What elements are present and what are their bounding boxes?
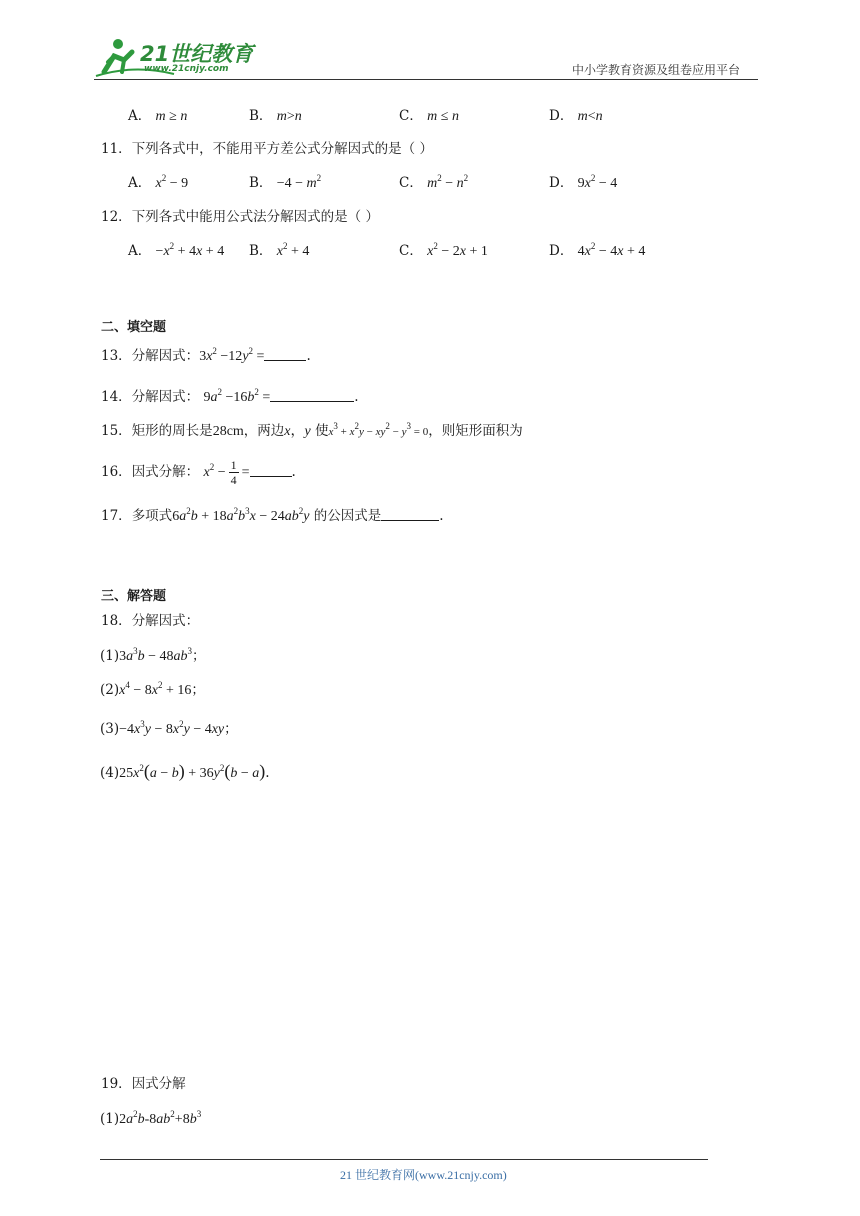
question-number: 13． [101, 348, 132, 364]
question-text: 分解因式： [131, 613, 200, 629]
q18-stem [101, 612, 199, 630]
option-label: A． [128, 243, 152, 259]
part-math: $-4x^3y - 8x^2y - 4xy$ [119, 719, 225, 737]
footer-rule [100, 1159, 708, 1160]
option-math: $x^2 - 9$ [155, 173, 189, 191]
part-label: (2) [100, 682, 120, 698]
option-label: B． [249, 175, 273, 191]
q15-perimeter: 28cm [212, 424, 244, 439]
q12-option-a [128, 242, 224, 261]
option-math: $-x^2 + 4x + 4$ [155, 241, 225, 259]
option-math: $4x^2 - 4x + 4$ [577, 241, 646, 259]
question-text: 的公因式是 [313, 508, 382, 524]
answer-blank[interactable] [250, 464, 292, 477]
question-text: 因式分解 [131, 1076, 186, 1092]
logo-title: 21世纪教育 [140, 42, 254, 66]
question-number: 14． [101, 389, 132, 405]
q13: 13．分解因式：$3x^2 -12y^2$ = . [101, 346, 311, 364]
part-label: (4) [100, 765, 120, 781]
q11-option-b [249, 174, 321, 193]
section-fill-in-title: 二、填空题 [101, 320, 167, 335]
option-label: C． [399, 175, 423, 191]
question-number: 12． [101, 209, 132, 225]
q18-part-3: $(3)-4x^3y - 8x^2y - 4xy$； [100, 719, 238, 737]
question-text: 分解因式： [131, 348, 200, 364]
q15-equation: $x^3 + x^2y - xy^2 - y^3 = 0$ [328, 421, 429, 438]
question-number: 18． [101, 613, 132, 629]
question-text: 因式分解： [131, 464, 200, 480]
option-math: m ≥ n [155, 109, 188, 124]
logo-url: www.21cnjy.com [144, 64, 229, 74]
question-text: 分解因式： [131, 389, 200, 405]
q17: 17．多项式$6a^2b + 18a^2b^3x - 24ab^2y$ 的公因式是 . [101, 506, 444, 524]
q10-option-c [399, 107, 459, 126]
answer-blank[interactable] [381, 508, 439, 521]
q19-part-1 [100, 1110, 201, 1129]
q19-stem [101, 1075, 186, 1093]
header-platform-text: 中小学教育资源及组卷应用平台 [572, 63, 741, 77]
option-math: $x^2 + 4$ [276, 241, 310, 259]
question-text: 使 [315, 423, 329, 439]
option-label: D． [549, 108, 574, 124]
question-text: 矩形的周长是 [131, 423, 213, 439]
option-math: $x^2 - 2x + 1$ [427, 241, 488, 259]
q17-math: $6a^2b + 18a^2b^3x - 24ab^2y$ [172, 506, 310, 524]
part-math: $3a^3b - 48ab^3$ [119, 646, 193, 664]
part-label: (1) [100, 1111, 120, 1127]
option-label: B． [249, 108, 273, 124]
part-math: $x^4 - 8x^2 + 16$ [119, 680, 192, 698]
footer-text: 21 世纪教育网(www.21cnjy.com) [340, 1168, 507, 1182]
q18-part-1: $(1)3a^3b - 48ab^3$； [100, 646, 206, 664]
option-label: A． [128, 108, 152, 124]
option-math: $m^2 - n^2$ [427, 173, 469, 191]
q12-option-b [249, 242, 309, 261]
part-label: (3) [100, 721, 120, 737]
q14-math: $9a^2 -16b^2$ = [203, 387, 271, 405]
q15-vars: x，y [284, 424, 311, 439]
q12-option-d [549, 242, 645, 261]
option-math: m>n [276, 109, 302, 124]
q11-stem [101, 140, 433, 158]
question-text: ，则矩形面积为 [428, 423, 523, 439]
header-rule [94, 79, 758, 80]
q11-option-d [549, 174, 617, 193]
question-text: 多项式 [131, 508, 173, 524]
section-answer-title: 三、解答题 [101, 589, 167, 604]
part-math: $25x^2(a - b) + 36y^2(b - a)$ [119, 761, 266, 781]
answer-blank[interactable] [270, 389, 354, 402]
option-math: m<n [577, 109, 603, 124]
option-math: m ≤ n [427, 109, 459, 124]
question-text: 下列各式中，不能用平方差公式分解因式的是（ ） [131, 141, 433, 157]
question-text: 下列各式中能用公式法分解因式的是（ ） [131, 209, 379, 225]
q15 [101, 422, 523, 441]
q18-part-2: $(2)x^4 - 8x^2 + 16$； [100, 680, 205, 698]
question-number: 17． [101, 508, 132, 524]
question-number: 11． [101, 141, 132, 157]
part-math: $2a^2b-8ab^2+8b^3$ [119, 1109, 202, 1127]
option-label: D． [549, 175, 574, 191]
q10-option-d [549, 107, 603, 126]
question-number: 16． [101, 464, 132, 480]
q11-option-c [399, 174, 468, 193]
question-number: 15． [101, 423, 132, 439]
answer-blank[interactable] [264, 348, 306, 361]
q10-option-b [249, 107, 302, 126]
option-label: C． [399, 243, 423, 259]
q13-math: $3x^2 -12y^2$ = [199, 346, 265, 364]
q11-option-a [128, 174, 188, 193]
q12-stem [101, 208, 379, 226]
question-number: 19． [101, 1076, 132, 1092]
q10-option-a [128, 107, 187, 126]
option-label: A． [128, 175, 152, 191]
q16: 16．因式分解： $x^2$ − $\frac{1}{4}$ = . [101, 458, 296, 488]
header-logo [94, 34, 264, 80]
question-text: ，两边 [243, 423, 285, 439]
option-math: $-4 - m^2$ [276, 173, 322, 191]
part-label: (1) [100, 648, 120, 664]
q18-part-4: $(4)25x^2(a - b) + 36y^2(b - a)$. [100, 761, 270, 781]
option-label: B． [249, 243, 273, 259]
option-math: $9x^2 - 4$ [577, 173, 618, 191]
q12-option-c [399, 242, 488, 261]
q16-math: $x^2$ − $\frac{1}{4}$ = [203, 458, 250, 488]
option-label: C． [399, 108, 423, 124]
fraction-one-quarter: $\frac{1}{4}$ [230, 458, 237, 488]
q14: 14．分解因式： $9a^2 -16b^2$ = . [101, 387, 359, 405]
option-label: D． [549, 243, 574, 259]
